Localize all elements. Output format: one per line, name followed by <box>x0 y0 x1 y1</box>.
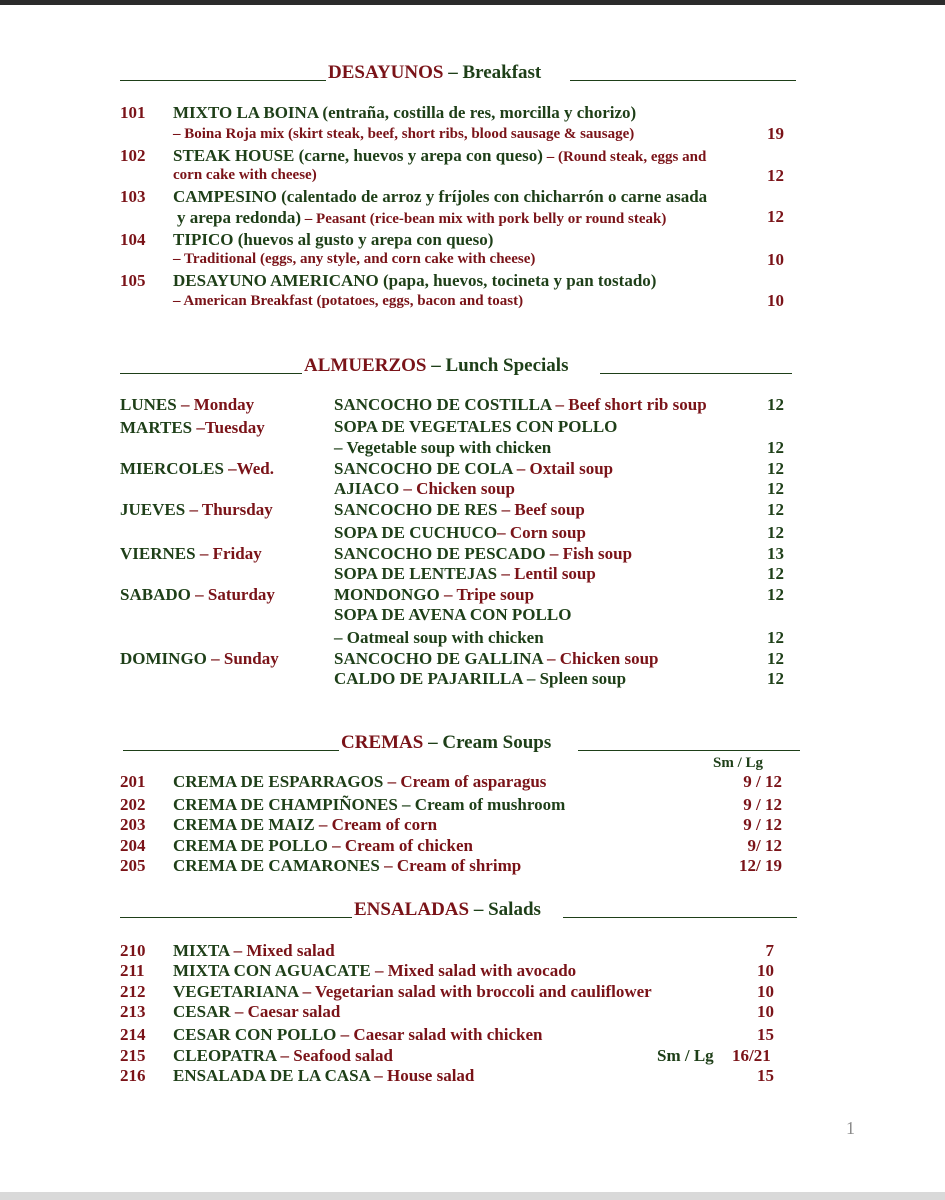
item-name-es: DESAYUNO AMERICANO (papa, huevos, tocineta y pan tostado) <box>173 271 657 290</box>
soup-price: 12 <box>767 523 784 542</box>
item-code: 201 <box>120 772 146 791</box>
heading-rule-left <box>123 750 339 751</box>
soup-name: SANCOCHO DE COSTILLA – Beef short rib soup <box>334 395 707 414</box>
soup-name: CALDO DE PAJARILLA – Spleen soup <box>334 669 627 688</box>
heading-rule-right <box>570 80 796 81</box>
item-price: 19 <box>767 124 784 143</box>
soup-name: – Oatmeal soup with chicken <box>334 628 544 647</box>
item-code: 212 <box>120 982 146 1001</box>
salads-heading: ENSALADAS – Salads <box>354 899 541 920</box>
item-price: 9 / 12 <box>743 815 782 834</box>
item-price: 10 <box>767 250 784 269</box>
soup-name: MONDONGO – Tripe soup <box>334 585 535 604</box>
day-label: JUEVES – Thursday <box>120 500 273 519</box>
item-name: CREMA DE CAMARONES – Cream of shrimp <box>173 856 522 875</box>
item-price: 16/21 <box>732 1046 771 1065</box>
item-code: 101 <box>120 103 146 122</box>
day-label: DOMINGO – Sunday <box>120 649 279 668</box>
item-code: 211 <box>120 961 145 980</box>
item-name-es: MIXTO LA BOINA (entraña, costilla de res, morcilla y chorizo) <box>173 103 637 122</box>
heading-rule-right <box>600 373 792 374</box>
soup-name: SOPA DE CUCHUCO– Corn soup <box>334 523 586 542</box>
soup-price: 12 <box>767 585 784 604</box>
soup-price: 13 <box>767 544 784 563</box>
item-price: 10 <box>767 291 784 310</box>
item-code: 204 <box>120 836 146 855</box>
soup-price: 12 <box>767 669 784 688</box>
soup-name: SOPA DE AVENA CON POLLO <box>334 605 572 624</box>
soup-name: AJIACO – Chicken soup <box>334 479 515 498</box>
item-name: MIXTA CON AGUACATE – Mixed salad with avocado <box>173 961 577 980</box>
soup-price: 12 <box>767 438 784 457</box>
item-desc: y arepa redonda) – Peasant (rice-bean mix with pork belly or round steak) <box>177 208 667 227</box>
soup-name: SANCOCHO DE COLA – Oxtail soup <box>334 459 614 478</box>
item-desc-en: corn cake with cheese) <box>173 167 317 183</box>
item-desc-en: – Traditional (eggs, any style, and corn cake with cheese) <box>173 251 536 267</box>
item-code: 202 <box>120 795 146 814</box>
item-name: VEGETARIANA – Vegetarian salad with broccoli and cauliflower <box>173 982 652 1001</box>
item-price: 7 <box>765 941 774 960</box>
soup-price: 12 <box>767 500 784 519</box>
page-number: 1 <box>846 1118 855 1138</box>
soup-name: SOPA DE LENTEJAS – Lentil soup <box>334 564 596 583</box>
heading-rule-left <box>120 917 352 918</box>
item-name: MIXTA – Mixed salad <box>173 941 335 960</box>
soup-name: SOPA DE VEGETALES CON POLLO <box>334 417 618 436</box>
item-name: CREMA DE POLLO – Cream of chicken <box>173 836 474 855</box>
item-code: 216 <box>120 1066 146 1085</box>
heading-rule-right <box>578 750 800 751</box>
soup-price: 12 <box>767 564 784 583</box>
creams-heading: CREMAS – Cream Soups <box>341 732 552 753</box>
item-price: 15 <box>757 1025 774 1044</box>
soup-name: – Vegetable soup with chicken <box>334 438 552 457</box>
day-label: MIERCOLES –Wed. <box>120 459 274 478</box>
item-name: CREMA DE CHAMPIÑONES – Cream of mushroom <box>173 795 566 814</box>
item-name: CESAR CON POLLO – Caesar salad with chicken <box>173 1025 543 1044</box>
item-desc-en: – American Breakfast (potatoes, eggs, bacon and toast) <box>173 293 524 309</box>
heading-rule-left <box>120 80 326 81</box>
item-code: 210 <box>120 941 146 960</box>
size-label: Sm / Lg <box>657 1046 714 1065</box>
item-name: CREMA DE MAIZ – Cream of corn <box>173 815 438 834</box>
item-code: 102 <box>120 146 146 165</box>
item-code: 105 <box>120 271 146 290</box>
soup-price: 12 <box>767 628 784 647</box>
item-name: CLEOPATRA – Seafood salad <box>173 1046 393 1065</box>
soup-price: 12 <box>767 395 784 414</box>
soup-price: 12 <box>767 459 784 478</box>
soup-name: SANCOCHO DE PESCADO – Fish soup <box>334 544 633 563</box>
soup-price: 12 <box>767 479 784 498</box>
soup-name: SANCOCHO DE RES – Beef soup <box>334 500 585 519</box>
window-bottom-border <box>0 1192 945 1200</box>
day-label: LUNES – Monday <box>120 395 255 414</box>
soup-price: 12 <box>767 649 784 668</box>
item-price: 15 <box>757 1066 774 1085</box>
item-name-es: TIPICO (huevos al gusto y arepa con queso) <box>173 230 494 249</box>
item-code: 104 <box>120 230 146 249</box>
item-code: 215 <box>120 1046 146 1065</box>
item-name: ENSALADA DE LA CASA – House salad <box>173 1066 475 1085</box>
item-code: 214 <box>120 1025 146 1044</box>
breakfast-heading: DESAYUNOS – Breakfast <box>328 62 542 83</box>
window-top-border <box>0 0 945 5</box>
item-price: 9/ 12 <box>747 836 782 855</box>
item-desc-en: – Boina Roja mix (skirt steak, beef, short ribs, blood sausage & sausage) <box>173 126 635 142</box>
item-code: 205 <box>120 856 146 875</box>
day-label: VIERNES – Friday <box>120 544 262 563</box>
item-price: 10 <box>757 961 774 980</box>
item-name: CREMA DE ESPARRAGOS – Cream of asparagus <box>173 772 547 791</box>
day-label: MARTES –Tuesday <box>120 418 265 437</box>
soup-name: SANCOCHO DE GALLINA – Chicken soup <box>334 649 659 668</box>
size-header: Sm / Lg <box>713 755 764 771</box>
item-price: 9 / 12 <box>743 772 782 791</box>
heading-rule-right <box>563 917 797 918</box>
item-price: 12/ 19 <box>739 856 782 875</box>
item-code: 103 <box>120 187 146 206</box>
item-code: 213 <box>120 1002 146 1021</box>
item-price: 10 <box>757 1002 774 1021</box>
item-price: 12 <box>767 207 784 226</box>
item-price: 10 <box>757 982 774 1001</box>
item-name: CESAR – Caesar salad <box>173 1002 341 1021</box>
heading-rule-left <box>120 373 302 374</box>
item-name-es: CAMPESINO (calentado de arroz y fríjoles con chicharrón o carne asada <box>173 187 708 206</box>
item-price: 12 <box>767 166 784 185</box>
item-code: 203 <box>120 815 146 834</box>
item-price: 9 / 12 <box>743 795 782 814</box>
day-label: SABADO – Saturday <box>120 585 275 604</box>
lunch-heading: ALMUERZOS – Lunch Specials <box>304 355 569 376</box>
item-name: STEAK HOUSE (carne, huevos y arepa con queso) – (Round steak, eggs and <box>173 146 707 165</box>
